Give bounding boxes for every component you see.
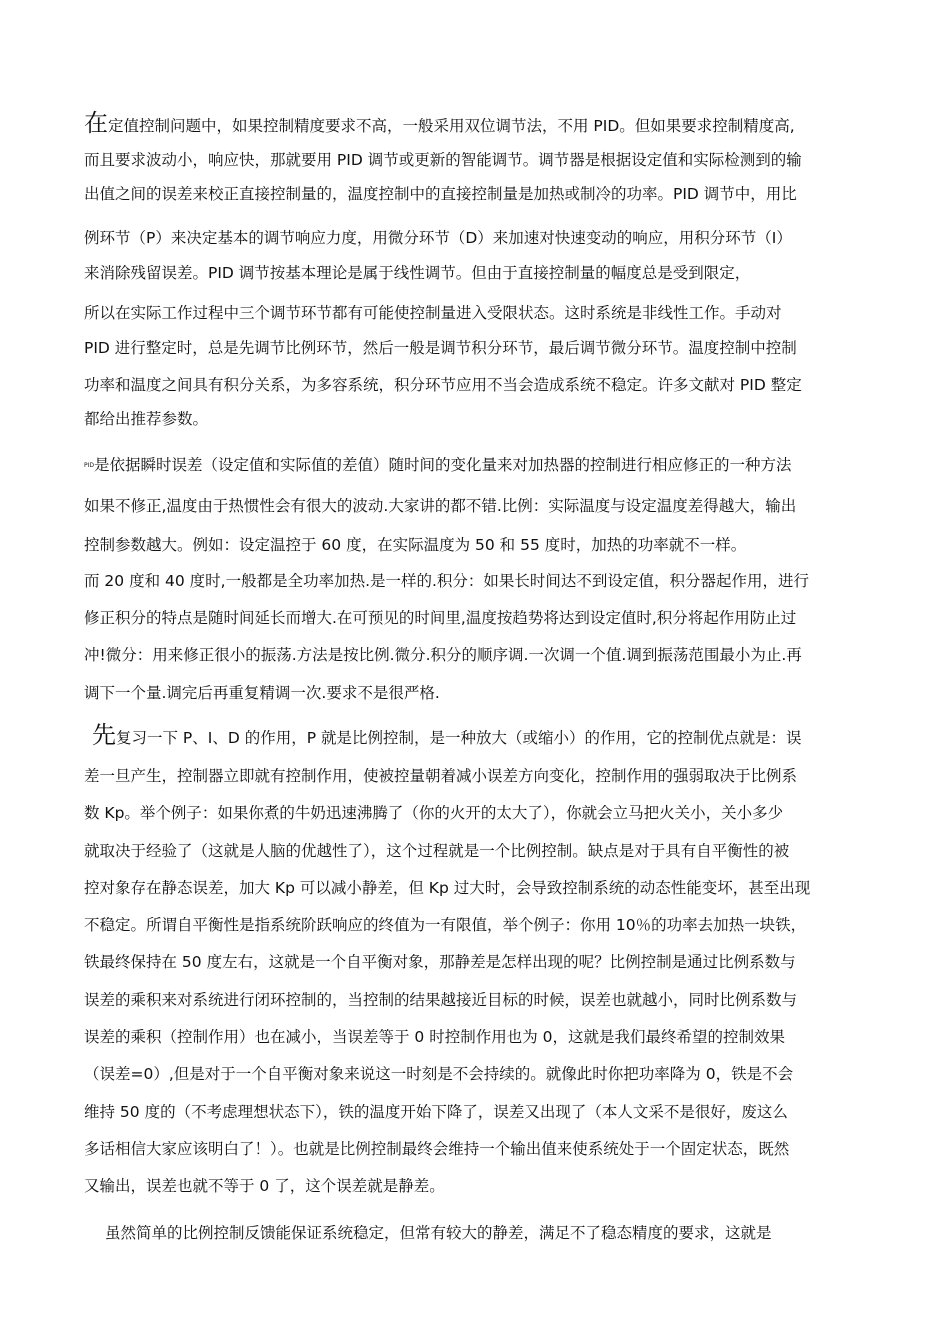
- text-line: PID 进行整定时，总是先调节比例环节，然后一般是调节积分环节，最后调节微分环节。温度控制中控制: [84, 339, 797, 357]
- text-line: 控制参数越大。例如：设定温控于 60 度，在实际温度为 50 和 55 度时，加热的功率就不一样。: [84, 536, 747, 554]
- text-line: 如果不修正,温度由于热惯性会有很大的波动.大家讲的都不错.比例：实际温度与设定温度差得越大，输出: [84, 497, 797, 515]
- text: 定值控制问题中，如果控制精度要求不高，一般采用双位调节法，不用 PID。但如果要求控制精度高,: [108, 117, 795, 135]
- text: 是依据瞬时误差（设定值和实际值的差值）随时间的变化量来对加热器的控制进行相应修正的一种方法: [94, 456, 792, 474]
- text-line: 控对象存在静态误差，加大 Kp 可以减小静差，但 Kp 过大时，会导致控制系统的动态性能变坏，甚至出现: [84, 879, 811, 897]
- pid-prefix: PID: [84, 462, 95, 469]
- text-line: 虽然简单的比例控制反馈能保证系统稳定，但常有较大的静差，满足不了稳态精度的要求，这就是: [105, 1224, 772, 1242]
- text-line: 又输出，误差也就不等于 0 了，这个误差就是静差。: [84, 1177, 445, 1195]
- text: 复习一下 P、I、D 的作用，P 就是比例控制，是一种放大（或缩小）的作用，它的控制优点就是：误: [116, 729, 802, 747]
- text-line: 铁最终保持在 50 度左右，这就是一个自平衡对象，那静差是怎样出现的呢？比例控制是通过比例系数与: [84, 953, 796, 971]
- text-line: 冲!微分：用来修正很小的振荡.方法是按比例.微分.积分的顺序调.一次调一个值.调到振荡范围最小为止.再: [84, 646, 802, 664]
- text-line: 而且要求波动小，响应快，那就要用 PID 调节或更新的智能调节。调节器是根据设定值和实际检测到的输: [84, 151, 802, 169]
- text-line: 例环节（P）来决定基本的调节响应力度，用微分环节（D）来加速对快速变动的响应，用积分环节（I）: [84, 229, 792, 247]
- text-line: 差一旦产生，控制器立即就有控制作用，使被控量朝着减小误差方向变化，控制作用的强弱取决于比例系: [84, 767, 798, 785]
- text-line: 调下一个量.调完后再重复精调一次.要求不是很严格.: [84, 684, 440, 702]
- text-line: 功率和温度之间具有积分关系，为多容系统，积分环节应用不当会造成系统不稳定。许多文献对 PID 整定: [84, 376, 802, 394]
- text-line: 都给出推荐参数。: [84, 410, 209, 428]
- text-line: （误差=0）,但是对于一个自平衡对象来说这一时刻是不会持续的。就像此时你把功率降为 0，铁是不会: [84, 1065, 794, 1083]
- text-line: 多话相信大家应该明白了！）。也就是比例控制最终会维持一个输出值来使系统处于一个固定状态，既然: [84, 1140, 790, 1158]
- text-line: 误差的乘积来对系统进行闭环控制的，当控制的结果越接近目标的时候，误差也就越小，同时比例系数与: [84, 991, 798, 1009]
- text-line: 修正积分的特点是随时间延长而增大.在可预见的时间里,温度按趋势将达到设定值时,积分将起作用防止过: [84, 609, 797, 627]
- dropcap: 先: [92, 721, 116, 749]
- text-line: 而 20 度和 40 度时,一般都是全功率加热.是一样的.积分：如果长时间达不到设定值，积分器起作用，进行: [84, 572, 809, 590]
- text-line: 来消除残留误差。PID 调节按基本理论是属于线性调节。但由于直接控制量的幅度总是受到限定，: [84, 264, 751, 282]
- dropcap: 在: [84, 109, 108, 137]
- text-line: 维持 50 度的（不考虑理想状态下），铁的温度开始下降了，误差又出现了（本人文采不是很好，废这么: [84, 1103, 788, 1121]
- text-line: [92, 721, 802, 749]
- text-line: 误差的乘积（控制作用）也在减小，当误差等于 0 时控制作用也为 0，这就是我们最终希望的控制效果: [84, 1028, 786, 1046]
- text-line: 所以在实际工作过程中三个调节环节都有可能使控制量进入受限状态。这时系统是非线性工作。手动对: [84, 304, 782, 322]
- text-line: 就取决于经验了（这就是人脑的优越性了），这个过程就是一个比例控制。缺点是对于具有自平衡性的被: [84, 842, 790, 860]
- text-line: [84, 109, 795, 137]
- text-line: [84, 455, 792, 476]
- text-line: 不稳定。所谓自平衡性是指系统阶跃响应的终值为一有限值，举个例子：你用 10％的功率去加热一块铁，: [84, 916, 807, 934]
- text-line: 数 Kp。举个例子：如果你煮的牛奶迅速沸腾了（你的火开的太大了），你就会立马把火关小，关小多少: [84, 804, 784, 822]
- text-line: 出值之间的误差来校正直接控制量的，温度控制中的直接控制量是加热或制冷的功率。PID 调节中，用比: [84, 185, 797, 203]
